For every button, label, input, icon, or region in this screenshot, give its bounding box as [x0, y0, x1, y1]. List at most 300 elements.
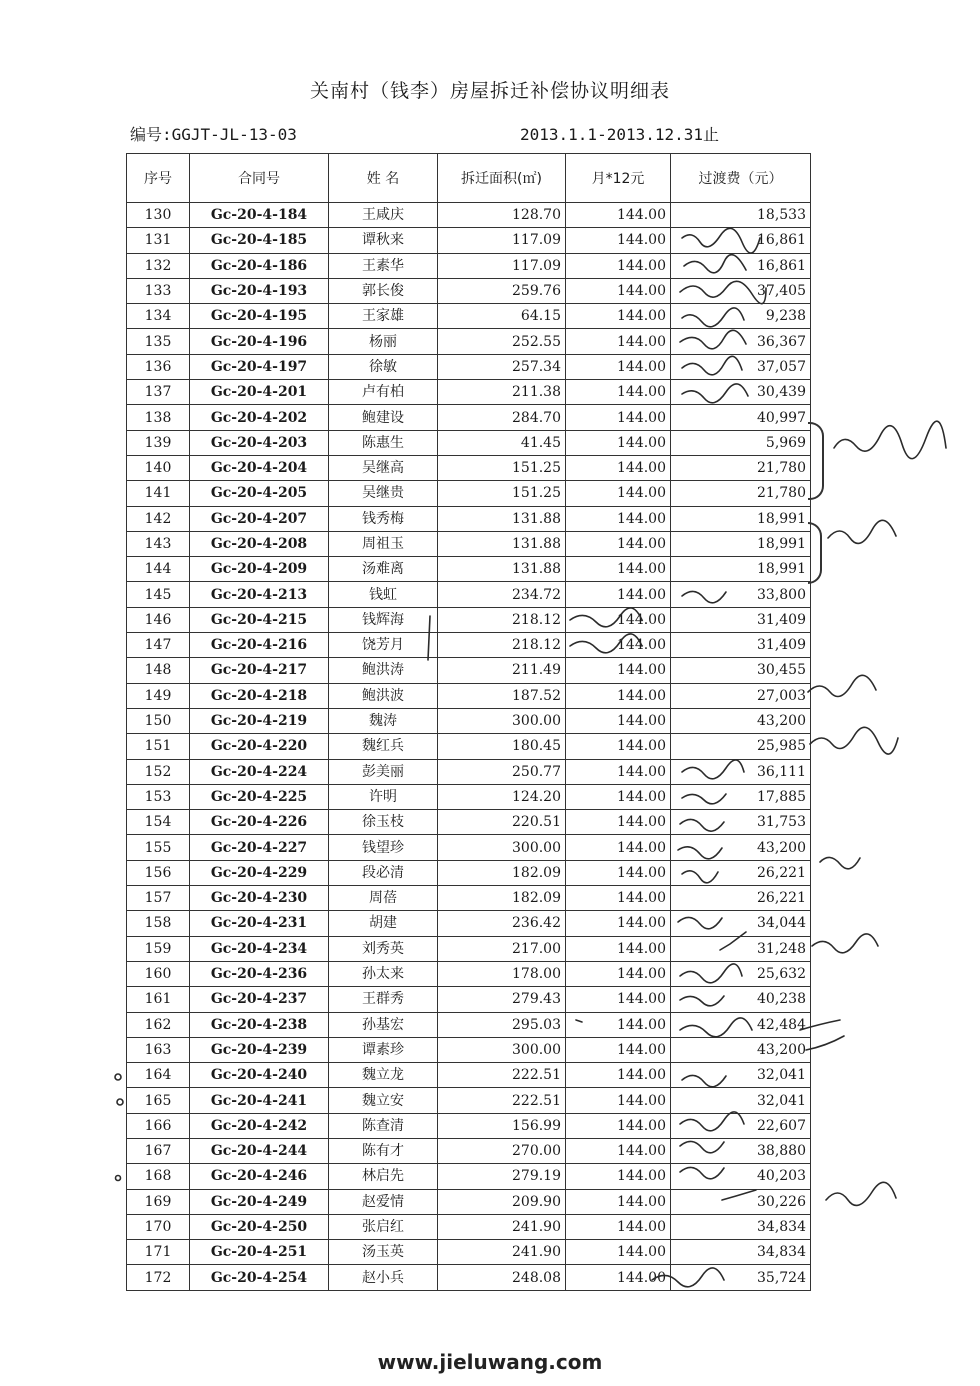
row-contract: Gc-20-4-236: [190, 961, 329, 986]
table-row: [127, 607, 811, 632]
table-row: [127, 455, 811, 480]
row-contract: Gc-20-4-203: [190, 430, 329, 455]
row-contract: Gc-20-4-227: [190, 835, 329, 860]
row-area: 117.09: [438, 253, 566, 278]
row-name: 王群秀: [329, 987, 438, 1012]
row-rate: 144.00: [566, 304, 671, 329]
row-no: 156: [127, 860, 190, 885]
row-fee: 32,041: [671, 1088, 811, 1113]
table-row: [127, 1063, 811, 1088]
row-fee: 33,800: [671, 582, 811, 607]
row-no: 131: [127, 228, 190, 253]
header-area: 拆迁面积(㎡): [438, 154, 566, 203]
table-header-row: [127, 154, 811, 203]
table-row: [127, 1088, 811, 1113]
table-row: [127, 835, 811, 860]
row-area: 156.99: [438, 1113, 566, 1138]
row-area: 236.42: [438, 911, 566, 936]
row-area: 182.09: [438, 886, 566, 911]
table-row: [127, 810, 811, 835]
row-no: 140: [127, 455, 190, 480]
row-contract: Gc-20-4-246: [190, 1164, 329, 1189]
row-fee: 21,780: [671, 455, 811, 480]
row-rate: 144.00: [566, 683, 671, 708]
table-row: [127, 987, 811, 1012]
row-fee: 35,724: [671, 1265, 811, 1290]
row-no: 145: [127, 582, 190, 607]
table-row: [127, 658, 811, 683]
row-name: 杨丽: [329, 329, 438, 354]
row-fee: 31,753: [671, 810, 811, 835]
table-row: [127, 506, 811, 531]
row-fee: 5,969: [671, 430, 811, 455]
row-no: 170: [127, 1214, 190, 1239]
row-rate: 144.00: [566, 253, 671, 278]
table-row: [127, 1113, 811, 1138]
table-row: [127, 708, 811, 733]
row-rate: 144.00: [566, 936, 671, 961]
table-row: [127, 1164, 811, 1189]
row-rate: 144.00: [566, 228, 671, 253]
row-contract: Gc-20-4-239: [190, 1037, 329, 1062]
row-no: 155: [127, 835, 190, 860]
row-rate: 144.00: [566, 278, 671, 303]
row-fee: 26,221: [671, 886, 811, 911]
row-name: 吴继高: [329, 455, 438, 480]
row-rate: 144.00: [566, 987, 671, 1012]
row-no: 149: [127, 683, 190, 708]
table-row: [127, 582, 811, 607]
table-row: [127, 683, 811, 708]
handwritten-bracket: [808, 422, 824, 500]
table-row: [127, 1240, 811, 1265]
row-contract: Gc-20-4-186: [190, 253, 329, 278]
row-no: 166: [127, 1113, 190, 1138]
row-fee: 18,991: [671, 506, 811, 531]
row-no: 168: [127, 1164, 190, 1189]
row-contract: Gc-20-4-185: [190, 228, 329, 253]
row-fee: 22,607: [671, 1113, 811, 1138]
row-no: 165: [127, 1088, 190, 1113]
row-no: 132: [127, 253, 190, 278]
row-name: 段必清: [329, 860, 438, 885]
row-area: 279.19: [438, 1164, 566, 1189]
row-rate: 144.00: [566, 405, 671, 430]
table-row: [127, 734, 811, 759]
row-no: 137: [127, 380, 190, 405]
row-contract: Gc-20-4-237: [190, 987, 329, 1012]
row-name: 卢有柏: [329, 380, 438, 405]
row-area: 284.70: [438, 405, 566, 430]
row-name: 钱秀梅: [329, 506, 438, 531]
row-contract: Gc-20-4-219: [190, 708, 329, 733]
row-contract: Gc-20-4-204: [190, 455, 329, 480]
row-fee: 9,238: [671, 304, 811, 329]
row-no: 153: [127, 784, 190, 809]
row-no: 164: [127, 1063, 190, 1088]
row-area: 259.76: [438, 278, 566, 303]
row-rate: 144.00: [566, 481, 671, 506]
row-name: 汤难离: [329, 557, 438, 582]
row-contract: Gc-20-4-209: [190, 557, 329, 582]
row-name: 陈惠生: [329, 430, 438, 455]
row-rate: 144.00: [566, 708, 671, 733]
row-fee: 16,861: [671, 253, 811, 278]
row-fee: 34,044: [671, 911, 811, 936]
row-rate: 144.00: [566, 886, 671, 911]
row-rate: 144.00: [566, 1138, 671, 1163]
row-contract: Gc-20-4-205: [190, 481, 329, 506]
row-area: 248.08: [438, 1265, 566, 1290]
row-fee: 43,200: [671, 835, 811, 860]
row-name: 王咸庆: [329, 203, 438, 228]
row-rate: 144.00: [566, 658, 671, 683]
row-name: 赵爱情: [329, 1189, 438, 1214]
row-name: 钱望珍: [329, 835, 438, 860]
row-contract: Gc-20-4-195: [190, 304, 329, 329]
row-contract: Gc-20-4-254: [190, 1265, 329, 1290]
row-name: 徐玉枝: [329, 810, 438, 835]
table-row: [127, 911, 811, 936]
row-no: 136: [127, 354, 190, 379]
row-area: 217.00: [438, 936, 566, 961]
row-area: 241.90: [438, 1214, 566, 1239]
row-area: 211.38: [438, 380, 566, 405]
row-contract: Gc-20-4-225: [190, 784, 329, 809]
header-fee: 过渡费（元）: [671, 154, 811, 203]
row-name: 鲍洪波: [329, 683, 438, 708]
table-row: [127, 405, 811, 430]
header-rate: 月*12元: [566, 154, 671, 203]
row-contract: Gc-20-4-207: [190, 506, 329, 531]
row-fee: 30,455: [671, 658, 811, 683]
row-fee: 40,997: [671, 405, 811, 430]
row-contract: Gc-20-4-231: [190, 911, 329, 936]
table-row: [127, 557, 811, 582]
row-no: 157: [127, 886, 190, 911]
row-name: 汤玉英: [329, 1240, 438, 1265]
row-name: 周蓓: [329, 886, 438, 911]
row-name: 谭素珍: [329, 1037, 438, 1062]
row-area: 182.09: [438, 860, 566, 885]
table-row: [127, 304, 811, 329]
row-area: 257.34: [438, 354, 566, 379]
handwritten-bracket: [808, 522, 822, 584]
table-row: [127, 380, 811, 405]
row-no: 134: [127, 304, 190, 329]
row-fee: 18,533: [671, 203, 811, 228]
row-rate: 144.00: [566, 1240, 671, 1265]
row-fee: 43,200: [671, 1037, 811, 1062]
row-name: 钱虹: [329, 582, 438, 607]
row-fee: 40,238: [671, 987, 811, 1012]
row-area: 241.90: [438, 1240, 566, 1265]
row-contract: Gc-20-4-224: [190, 759, 329, 784]
row-rate: 144.00: [566, 1088, 671, 1113]
row-area: 270.00: [438, 1138, 566, 1163]
row-no: 148: [127, 658, 190, 683]
row-name: 饶芳月: [329, 633, 438, 658]
row-rate: 144.00: [566, 1012, 671, 1037]
row-name: 徐敏: [329, 354, 438, 379]
row-area: 117.09: [438, 228, 566, 253]
row-name: 孙基宏: [329, 1012, 438, 1037]
row-rate: 144.00: [566, 430, 671, 455]
header-no: 序号: [127, 154, 190, 203]
row-area: 295.03: [438, 1012, 566, 1037]
row-contract: Gc-20-4-249: [190, 1189, 329, 1214]
row-rate: 144.00: [566, 531, 671, 556]
row-name: 魏立龙: [329, 1063, 438, 1088]
row-rate: 144.00: [566, 835, 671, 860]
row-no: 151: [127, 734, 190, 759]
row-area: 64.15: [438, 304, 566, 329]
row-fee: 18,991: [671, 557, 811, 582]
row-rate: 144.00: [566, 759, 671, 784]
row-no: 138: [127, 405, 190, 430]
row-rate: 144.00: [566, 557, 671, 582]
row-fee: 25,632: [671, 961, 811, 986]
row-rate: 144.00: [566, 1113, 671, 1138]
row-contract: Gc-20-4-226: [190, 810, 329, 835]
row-no: 171: [127, 1240, 190, 1265]
row-name: 魏立安: [329, 1088, 438, 1113]
row-rate: 144.00: [566, 506, 671, 531]
row-name: 周祖玉: [329, 531, 438, 556]
row-rate: 144.00: [566, 633, 671, 658]
row-fee: 36,367: [671, 329, 811, 354]
row-rate: 144.00: [566, 810, 671, 835]
row-fee: 37,057: [671, 354, 811, 379]
row-name: 孙太来: [329, 961, 438, 986]
row-fee: 40,203: [671, 1164, 811, 1189]
row-area: 218.12: [438, 633, 566, 658]
row-area: 209.90: [438, 1189, 566, 1214]
row-name: 魏红兵: [329, 734, 438, 759]
row-rate: 144.00: [566, 203, 671, 228]
row-name: 魏涛: [329, 708, 438, 733]
row-contract: Gc-20-4-251: [190, 1240, 329, 1265]
document-period: 2013.1.1-2013.12.31止: [520, 125, 720, 144]
table-row: [127, 1012, 811, 1037]
row-fee: 36,111: [671, 759, 811, 784]
row-name: 赵小兵: [329, 1265, 438, 1290]
row-area: 187.52: [438, 683, 566, 708]
row-fee: 25,985: [671, 734, 811, 759]
row-fee: 16,861: [671, 228, 811, 253]
row-contract: Gc-20-4-234: [190, 936, 329, 961]
table-row: [127, 329, 811, 354]
row-rate: 144.00: [566, 1189, 671, 1214]
row-no: 161: [127, 987, 190, 1012]
row-no: 158: [127, 911, 190, 936]
row-name: 陈有才: [329, 1138, 438, 1163]
row-name: 许明: [329, 784, 438, 809]
row-rate: 144.00: [566, 607, 671, 632]
table-row: [127, 531, 811, 556]
row-name: 谭秋来: [329, 228, 438, 253]
row-area: 250.77: [438, 759, 566, 784]
row-fee: 34,834: [671, 1214, 811, 1239]
row-area: 151.25: [438, 455, 566, 480]
table-row: [127, 430, 811, 455]
row-no: 159: [127, 936, 190, 961]
table-row: [127, 936, 811, 961]
row-contract: Gc-20-4-230: [190, 886, 329, 911]
row-fee: 30,439: [671, 380, 811, 405]
row-no: 143: [127, 531, 190, 556]
row-no: 154: [127, 810, 190, 835]
row-fee: 18,991: [671, 531, 811, 556]
table-row: [127, 759, 811, 784]
row-no: 172: [127, 1265, 190, 1290]
row-area: 279.43: [438, 987, 566, 1012]
table-row: [127, 784, 811, 809]
row-fee: 30,226: [671, 1189, 811, 1214]
row-fee: 17,885: [671, 784, 811, 809]
document-code: 编号:GGJT-JL-13-03: [130, 125, 297, 144]
row-fee: 31,248: [671, 936, 811, 961]
row-fee: 21,780: [671, 481, 811, 506]
row-no: 133: [127, 278, 190, 303]
row-rate: 144.00: [566, 961, 671, 986]
row-contract: Gc-20-4-197: [190, 354, 329, 379]
row-name: 钱辉海: [329, 607, 438, 632]
row-area: 124.20: [438, 784, 566, 809]
row-fee: 26,221: [671, 860, 811, 885]
table-row: [127, 1265, 811, 1290]
row-area: 252.55: [438, 329, 566, 354]
row-no: 144: [127, 557, 190, 582]
row-contract: Gc-20-4-218: [190, 683, 329, 708]
row-area: 180.45: [438, 734, 566, 759]
row-area: 41.45: [438, 430, 566, 455]
row-no: 163: [127, 1037, 190, 1062]
row-rate: 144.00: [566, 380, 671, 405]
row-area: 131.88: [438, 557, 566, 582]
row-area: 211.49: [438, 658, 566, 683]
row-contract: Gc-20-4-213: [190, 582, 329, 607]
row-no: 150: [127, 708, 190, 733]
row-contract: Gc-20-4-215: [190, 607, 329, 632]
row-rate: 144.00: [566, 1164, 671, 1189]
row-name: 吴继贵: [329, 481, 438, 506]
row-rate: 144.00: [566, 1063, 671, 1088]
row-name: 王家雄: [329, 304, 438, 329]
row-contract: Gc-20-4-202: [190, 405, 329, 430]
row-no: 147: [127, 633, 190, 658]
table-row: [127, 1214, 811, 1239]
table-row: [127, 633, 811, 658]
row-fee: 34,834: [671, 1240, 811, 1265]
table-row: [127, 354, 811, 379]
row-area: 222.51: [438, 1088, 566, 1113]
table-row: [127, 1138, 811, 1163]
table-row: [127, 886, 811, 911]
row-contract: Gc-20-4-229: [190, 860, 329, 885]
row-rate: 144.00: [566, 911, 671, 936]
row-name: 刘秀英: [329, 936, 438, 961]
row-rate: 144.00: [566, 1214, 671, 1239]
row-name: 王素华: [329, 253, 438, 278]
row-contract: Gc-20-4-216: [190, 633, 329, 658]
row-rate: 144.00: [566, 1037, 671, 1062]
table-row: [127, 253, 811, 278]
row-area: 151.25: [438, 481, 566, 506]
watermark-footer: www.jieluwang.com: [377, 1350, 603, 1374]
row-contract: Gc-20-4-193: [190, 278, 329, 303]
row-area: 300.00: [438, 835, 566, 860]
row-fee: 38,880: [671, 1138, 811, 1163]
row-area: 234.72: [438, 582, 566, 607]
row-contract: Gc-20-4-196: [190, 329, 329, 354]
header-name: 姓 名: [329, 154, 438, 203]
row-contract: Gc-20-4-238: [190, 1012, 329, 1037]
row-area: 131.88: [438, 506, 566, 531]
row-contract: Gc-20-4-244: [190, 1138, 329, 1163]
row-no: 169: [127, 1189, 190, 1214]
row-area: 300.00: [438, 1037, 566, 1062]
row-no: 141: [127, 481, 190, 506]
table-row: [127, 961, 811, 986]
row-no: 146: [127, 607, 190, 632]
row-name: 彭美丽: [329, 759, 438, 784]
row-area: 131.88: [438, 531, 566, 556]
row-no: 130: [127, 203, 190, 228]
row-no: 167: [127, 1138, 190, 1163]
row-fee: 27,003: [671, 683, 811, 708]
row-rate: 144.00: [566, 582, 671, 607]
table-row: [127, 203, 811, 228]
row-contract: Gc-20-4-240: [190, 1063, 329, 1088]
row-contract: Gc-20-4-184: [190, 203, 329, 228]
table-row: [127, 228, 811, 253]
row-area: 218.12: [438, 607, 566, 632]
row-area: 178.00: [438, 961, 566, 986]
row-fee: 32,041: [671, 1063, 811, 1088]
document-title: 关南村（钱李）房屋拆迁补偿协议明细表: [309, 80, 670, 102]
row-name: 林启先: [329, 1164, 438, 1189]
row-contract: Gc-20-4-250: [190, 1214, 329, 1239]
row-fee: 37,405: [671, 278, 811, 303]
table-row: [127, 860, 811, 885]
row-rate: 144.00: [566, 455, 671, 480]
row-name: 陈查清: [329, 1113, 438, 1138]
row-name: 张启红: [329, 1214, 438, 1239]
row-area: 300.00: [438, 708, 566, 733]
row-rate: 144.00: [566, 784, 671, 809]
row-contract: Gc-20-4-208: [190, 531, 329, 556]
row-area: 222.51: [438, 1063, 566, 1088]
table-body: [127, 203, 811, 1291]
row-name: 鲍洪涛: [329, 658, 438, 683]
row-contract: Gc-20-4-201: [190, 380, 329, 405]
header-contract: 合同号: [190, 154, 329, 203]
table-row: [127, 1189, 811, 1214]
table-row: [127, 1037, 811, 1062]
table-row: [127, 481, 811, 506]
row-rate: 144.00: [566, 1265, 671, 1290]
row-fee: 42,484: [671, 1012, 811, 1037]
row-rate: 144.00: [566, 860, 671, 885]
row-area: 220.51: [438, 810, 566, 835]
row-no: 135: [127, 329, 190, 354]
row-name: 胡建: [329, 911, 438, 936]
row-name: 郭长俊: [329, 278, 438, 303]
row-fee: 31,409: [671, 607, 811, 632]
row-rate: 144.00: [566, 734, 671, 759]
row-contract: Gc-20-4-241: [190, 1088, 329, 1113]
